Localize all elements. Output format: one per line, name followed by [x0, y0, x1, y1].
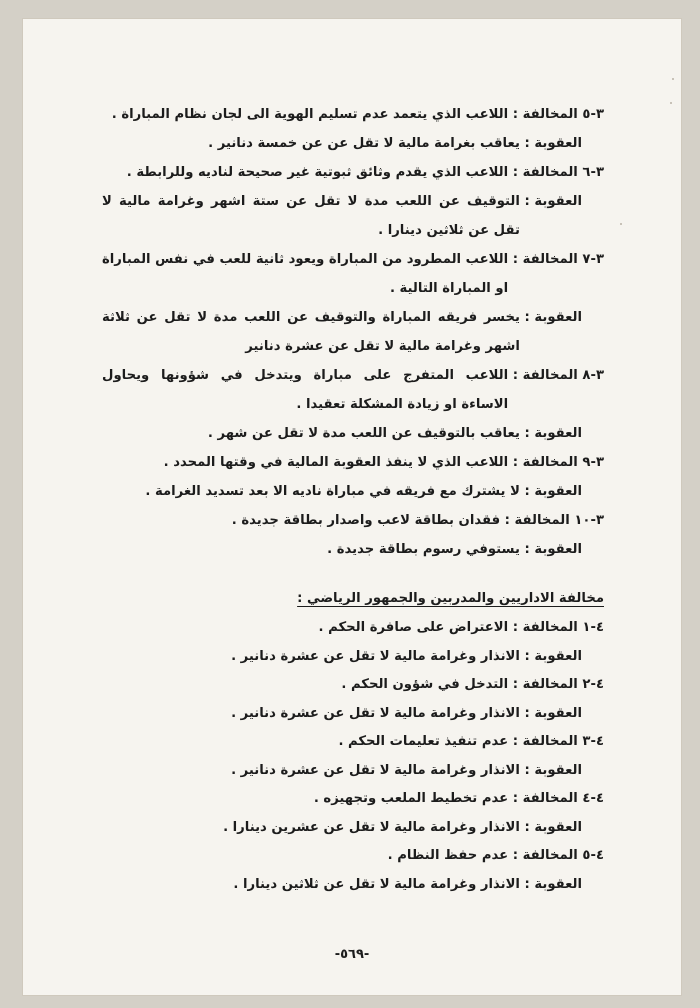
- penalty-label: العقوبة :: [524, 648, 582, 664]
- violation-label: المخالفة :: [512, 252, 578, 267]
- violation-label: المخالفة :: [512, 620, 578, 635]
- penalty-label: العقوبة :: [524, 819, 582, 835]
- violation-label: المخالفة :: [512, 455, 578, 470]
- violation-row: [102, 728, 604, 757]
- penalty-row: [102, 187, 582, 245]
- violation-text: اللاعب الذي يقدم وثائق ثبوتية غير صحيحة لناديه وللرابطة .: [126, 165, 509, 180]
- penalty-text: يعاقب بالتوقيف عن اللعب مدة لا تقل عن شهر .: [207, 426, 520, 441]
- penalty-text: التوقيف عن اللعب مدة لا تقل عن ستة اشهر وغرامة مالية لا تقل عن ثلاثين دينارا .: [102, 194, 520, 238]
- penalty-row: [102, 643, 582, 672]
- section-b-heading: مخالفة الاداريين والمدربين والجمهور الرياضي :: [297, 591, 604, 606]
- violation-label: المخالفة :: [512, 848, 578, 863]
- violation-number: ٣-٨: [582, 368, 604, 383]
- penalty-row: [102, 535, 582, 564]
- penalty-row: [102, 700, 582, 729]
- violation-row: [102, 614, 604, 643]
- penalty-label: العقوبة :: [524, 876, 582, 892]
- violation-text: عدم حفظ النظام .: [387, 848, 509, 863]
- violation-number: ٣-٦: [582, 165, 604, 180]
- violation-label: المخالفة :: [512, 677, 578, 692]
- penalty-text: لا يشترك مع فريقه في مباراة ناديه الا بعد تسديد الغرامة .: [145, 484, 520, 499]
- penalty-row: [102, 419, 582, 448]
- penalty-label: العقوبة :: [524, 762, 582, 778]
- penalty-label: العقوبة :: [524, 136, 582, 151]
- page-number: -٥٦٩-: [334, 947, 370, 962]
- violation-text: اللاعب الذي يتعمد عدم تسليم الهوية الى لجان نظام المباراة .: [111, 107, 509, 122]
- penalty-text: الانذار وغرامة مالية لا تقل عن عشرة دنانير .: [231, 648, 520, 664]
- violation-row: [102, 100, 604, 129]
- violation-text: التدخل في شؤون الحكم .: [341, 677, 509, 692]
- penalty-text: الانذار وغرامة مالية لا تقل عن عشرة دنانير .: [231, 705, 520, 721]
- penalty-text: يخسر فريقه المباراة والتوقيف عن اللعب مدة لا تقل عن ثلاثة اشهر وغرامة مالية لا تقل عن عشرة دنانير: [102, 310, 520, 354]
- violation-label: المخالفة :: [504, 513, 570, 528]
- penalty-label: العقوبة :: [524, 705, 582, 721]
- violation-number: ٣-١٠: [574, 513, 604, 528]
- violation-row: [102, 506, 604, 535]
- violation-label: المخالفة :: [512, 734, 578, 749]
- penalty-text: الانذار وغرامة مالية لا تقل عن عشرين دينارا .: [223, 819, 520, 835]
- violation-number: ٣-٧: [582, 252, 604, 267]
- penalty-row: [102, 814, 582, 843]
- violation-label: المخالفة :: [512, 165, 578, 180]
- penalty-row: [102, 477, 582, 506]
- violation-text: اللاعب المطرود من المباراة ويعود ثانية للعب في نفس المباراة او المباراة التالية .: [102, 252, 509, 296]
- penalty-text: يستوفي رسوم بطاقة جديدة .: [327, 542, 520, 557]
- document-body: [102, 100, 604, 899]
- violation-number: ٣-٥: [582, 107, 604, 122]
- paper-fleck: [620, 223, 622, 225]
- violation-number: ٤-٤: [582, 791, 604, 806]
- violation-number: ٤-٣: [582, 734, 604, 749]
- penalty-label: العقوبة :: [524, 542, 582, 557]
- penalty-row: [102, 757, 582, 786]
- violation-number: ٣-٩: [582, 455, 604, 470]
- section-a-violations: [102, 100, 604, 564]
- penalty-label: العقوبة :: [524, 310, 582, 325]
- violation-row: [102, 671, 604, 700]
- violation-label: المخالفة :: [512, 107, 578, 122]
- violation-text: اللاعب المتفرج على مباراة ويتدخل في شؤونها ويحاول الاساءة او زيادة المشكلة تعقيدا .: [102, 368, 509, 412]
- violation-number: ٤-٢: [582, 677, 604, 692]
- violation-text: اللاعب الذي لا ينفذ العقوبة المالية في وقتها المحدد .: [163, 455, 509, 470]
- document-page: [22, 18, 682, 996]
- paper-fleck: [670, 102, 672, 104]
- violation-row: [102, 448, 604, 477]
- violation-text: فقدان بطاقة لاعب واصدار بطاقة جديدة .: [231, 513, 501, 528]
- violation-text: عدم تنفيذ تعليمات الحكم .: [338, 734, 509, 749]
- violation-text: الاعتراض على صافرة الحكم .: [318, 620, 509, 635]
- violation-row: [102, 785, 604, 814]
- violation-label: المخالفة :: [512, 791, 578, 806]
- violation-row: [102, 842, 604, 871]
- penalty-row: [102, 129, 582, 158]
- violation-row: [102, 361, 604, 419]
- penalty-label: العقوبة :: [524, 426, 582, 441]
- violation-text: عدم تخطيط الملعب وتجهيزه .: [313, 791, 509, 806]
- violation-number: ٤-٥: [582, 848, 604, 863]
- penalty-text: الانذار وغرامة مالية لا تقل عن ثلاثين دينارا .: [233, 876, 520, 892]
- violation-row: [102, 245, 604, 303]
- violation-label: المخالفة :: [512, 368, 578, 383]
- penalty-row: [102, 871, 582, 900]
- violation-row: [102, 158, 604, 187]
- paper-fleck: [672, 78, 674, 80]
- penalty-row: [102, 303, 582, 361]
- section-b-violations: [102, 614, 604, 899]
- violation-number: ٤-١: [582, 620, 604, 635]
- penalty-label: العقوبة :: [524, 484, 582, 499]
- penalty-label: العقوبة :: [524, 194, 582, 209]
- penalty-text: يعاقب بغرامة مالية لا تقل عن عن خمسة دنانير .: [208, 136, 520, 151]
- penalty-text: الانذار وغرامة مالية لا تقل عن عشرة دنانير .: [231, 762, 520, 778]
